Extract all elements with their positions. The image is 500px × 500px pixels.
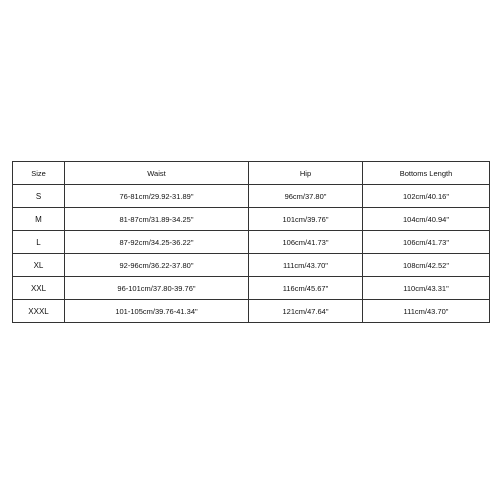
waist-cell: 76-81cm/29.92-31.89"	[65, 185, 249, 208]
size-cell: M	[13, 208, 65, 231]
waist-cell: 96-101cm/37.80-39.76"	[65, 277, 249, 300]
table-row	[13, 208, 490, 231]
table-header-row	[13, 162, 490, 185]
bottoms-length-cell: 104cm/40.94"	[363, 208, 490, 231]
size-cell: XXXL	[13, 300, 65, 323]
bottoms-length-cell: 108cm/42.52"	[363, 254, 490, 277]
size-cell: XXL	[13, 277, 65, 300]
size-cell: S	[13, 185, 65, 208]
waist-cell: 92-96cm/36.22-37.80"	[65, 254, 249, 277]
header-size: Size	[13, 162, 65, 185]
header-waist: Waist	[65, 162, 249, 185]
bottoms-length-cell: 102cm/40.16"	[363, 185, 490, 208]
hip-cell: 96cm/37.80"	[249, 185, 363, 208]
size-cell: XL	[13, 254, 65, 277]
bottoms-length-cell: 106cm/41.73"	[363, 231, 490, 254]
bottoms-length-cell: 111cm/43.70"	[363, 300, 490, 323]
hip-cell: 116cm/45.67"	[249, 277, 363, 300]
waist-cell: 81-87cm/31.89-34.25"	[65, 208, 249, 231]
hip-cell: 106cm/41.73"	[249, 231, 363, 254]
hip-cell: 121cm/47.64"	[249, 300, 363, 323]
hip-cell: 111cm/43.70"	[249, 254, 363, 277]
size-cell: L	[13, 231, 65, 254]
table-row	[13, 254, 490, 277]
table-row	[13, 300, 490, 323]
bottoms-length-cell: 110cm/43.31"	[363, 277, 490, 300]
header-bottoms-length: Bottoms Length	[363, 162, 490, 185]
table-row	[13, 277, 490, 300]
table-row	[13, 185, 490, 208]
hip-cell: 101cm/39.76"	[249, 208, 363, 231]
header-hip: Hip	[249, 162, 363, 185]
waist-cell: 87-92cm/34.25-36.22"	[65, 231, 249, 254]
waist-cell: 101-105cm/39.76-41.34"	[65, 300, 249, 323]
size-chart-table	[12, 161, 490, 323]
table-row	[13, 231, 490, 254]
